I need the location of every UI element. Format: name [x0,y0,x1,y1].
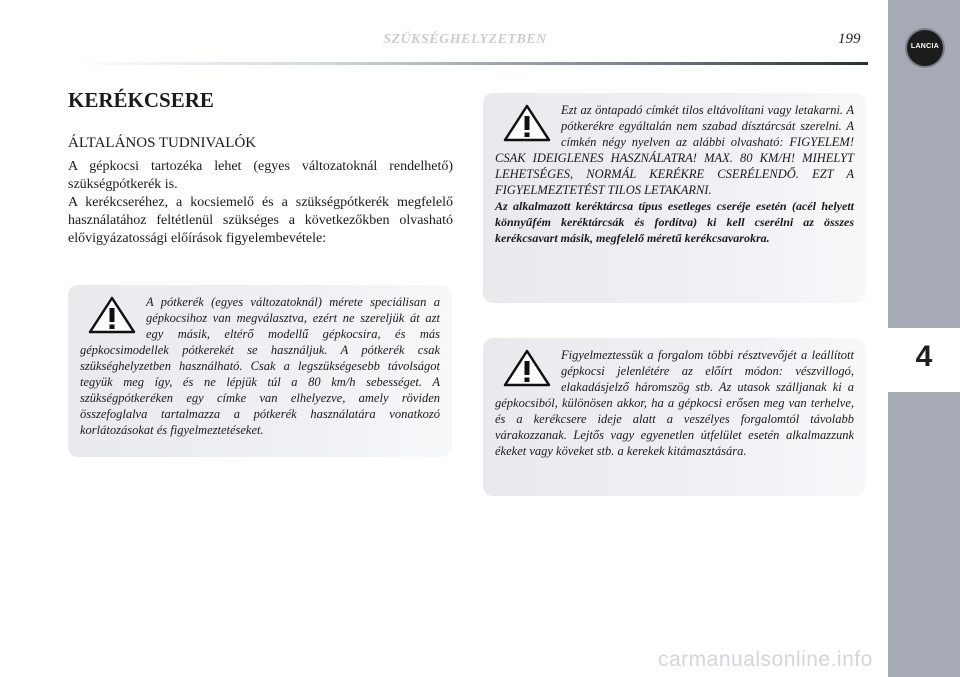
brand-logo-text: LANCIA [910,43,940,50]
header-rule [68,62,868,65]
section-title: KERÉKCSERE [68,88,214,112]
warning-box-spare-wheel [68,285,452,457]
warning-text: A pótkerék (egyes változatoknál) mérete speciálisan a gépkocsihoz van megválasztva, ezért ne szereljük át azt egy másik, eltérő modellű gépkocsira, és más gépkocsimodellek pótkerekét se használjuk. A pótkerék csak szükséghelyzetben használható. Csak a legszükségesebb távolságot tegyük meg így, és ne lépjük túl a 80 km/h sebességet. A szükségpótkeréken egy címke van elhelyezve, amely röviden összefoglalva tartalmazza a pótkerék használatára vonatkozó korlátozásokat és figyelmeztetéseket. [80,295,440,437]
body-text [68,158,453,248]
warning-triangle-icon [503,104,551,142]
chapter-number: 4 [915,340,933,373]
body-paragraph: A gépkocsi tartozéka lehet (egyes változatoknál rendelhető) szükségpótkerék is. [68,159,453,192]
warning-triangle-icon [88,296,136,334]
warning-subtext: Az alkalmazott keréktárcsa típus esetleges cseréje esetén (acél helyett könnyűfém keréktárcsák és fordítva) ki kell cserélni az összes kerékcsavart másik, megfelelő méretű kerékcsavarokra. [495,199,854,245]
warning-text: Ezt az öntapadó címkét tilos eltávolítani vagy letakarni. A pótkerékre egyáltalán nem szabad dísztárcsát szerelni. A címkén négy nyelven az alábbi olvasható: FIGYELEM! CSAK IDEIGLENES HASZNÁLATRA! MAX. 80 KM/H! MIHELYT LEHETSÉGES, NORMÁL KERÉKRE CSERÉLENDŐ. EZT A FIGYELMEZTETÉST TILOS LETAKARNI. [495,103,854,197]
chapter-tab[interactable] [888,328,960,392]
body-paragraph: A kerékcseréhez, a kocsiemelő és a szükségpótkerék megfelelő használatához feltétlenül szükséges a következőkben olvasható elővigyázatossági előírások figyelembevétele: [68,195,453,246]
page-number: 199 [838,31,861,47]
warning-box-traffic [483,338,866,496]
warning-box-label [483,93,866,303]
warning-text: Figyelmeztessük a forgalom többi résztvevőjét a leállított gépkocsi jelenlétére az előírt módon: vészvillogó, elakadásjelző háromszög stb. Az utasok szálljanak ki a gépkocsiból, különösen akkor, ha a gépkocsi erősen meg van terhelve, és a kerékcsere ideje alatt a veszélyes forgalomtól távolabb várakozzanak. Lejtős vagy egyenetlen útfelület esetén alkalmazzunk ékeket vagy köveket stb. a kerekek kitámasztására. [495,348,854,458]
warning-triangle-icon [503,349,551,387]
watermark-text: carmanualsonline.info [658,648,873,671]
section-subheading: ÁLTALÁNOS TUDNIVALÓK [68,135,257,151]
page-header-title: SZÜKSÉGHELYZETBEN [383,32,547,47]
brand-logo [905,28,945,68]
